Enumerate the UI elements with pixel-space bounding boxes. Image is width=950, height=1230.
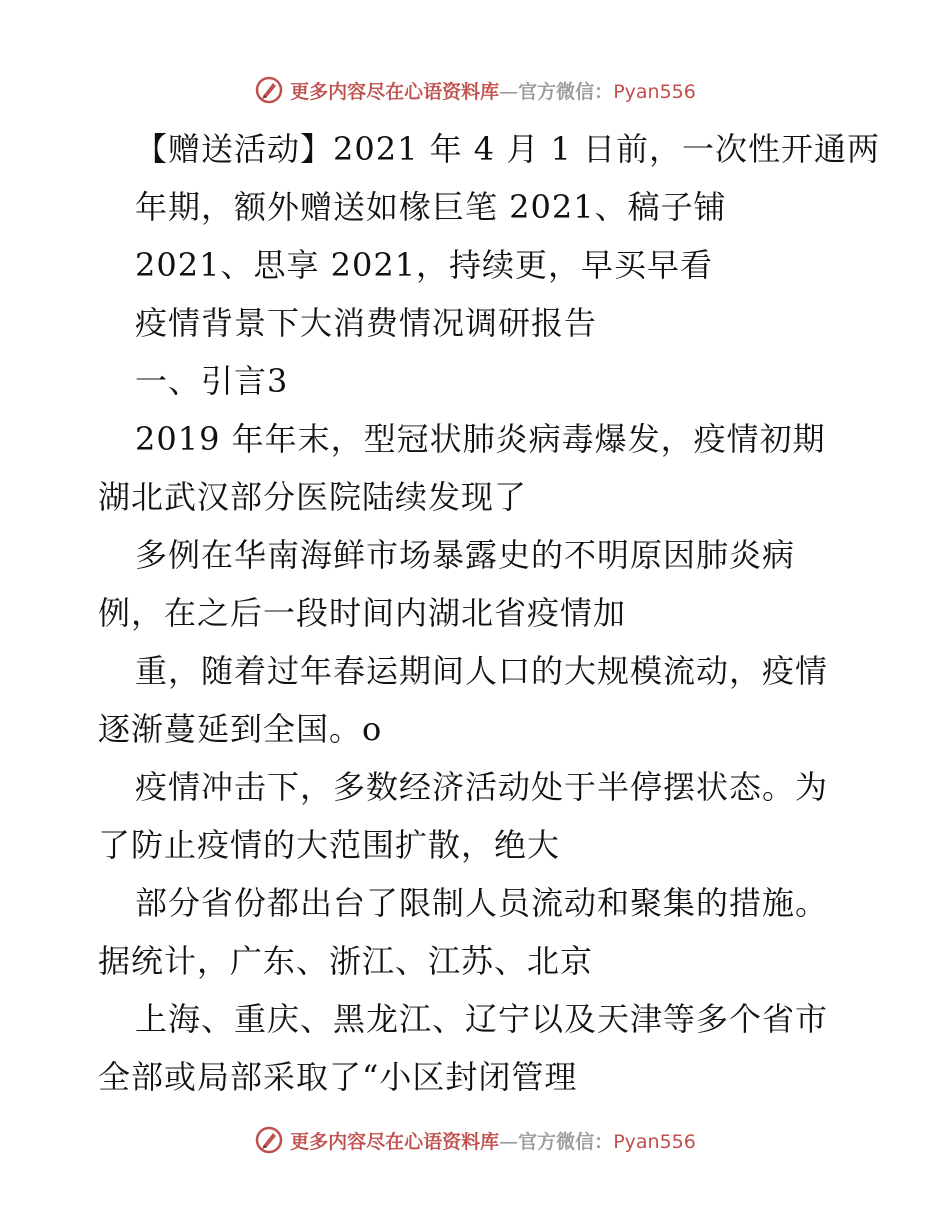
pen-logo-icon [254,75,284,105]
paragraph-line: 上海、重庆、黑龙江、辽宁以及天津等多个省市 [135,1000,829,1038]
paragraph-line: 多例在华南海鲜市场暴露史的不明原因肺炎病 [135,536,796,574]
document-body [98,120,881,1106]
paragraph-line: 年期，额外赠送如椽巨笔 2021、稿子铺 [135,188,727,226]
header-banner [0,70,950,110]
paragraph-line: 疫情冲击下，多数经济活动处于半停摆状态。为 [135,768,829,806]
paragraph-line: 例，在之后一段时间内湖北省疫情加 [98,594,627,632]
paragraph-line: 部分省份都出台了限制人员流动和聚集的措施。 [135,884,829,922]
banner-text: 更多内容尽在心语资料库—官方微信：Pyan556 [290,80,696,103]
footer-banner [0,1120,950,1160]
paragraph-line: 逐渐蔓延到全国。o [98,710,383,748]
paragraph-line: 2019 年年末，型冠状肺炎病毒爆发，疫情初期 [135,420,826,458]
banner-text: 更多内容尽在心语资料库—官方微信：Pyan556 [290,1130,696,1153]
paragraph-line: 湖北武汉部分医院陆续发现了 [98,478,528,516]
document-title: 疫情背景下大消费情况调研报告 [135,304,598,342]
paragraph-line: 【赠送活动】2021 年 4 月 1 日前，一次性开通两 [135,130,881,168]
section-heading: 一、引言3 [135,362,289,400]
paragraph-line: 2021、思享 2021，持续更，早买早看 [135,246,714,284]
paragraph-line: 全部或局部采取了“小区封闭管理 [98,1058,578,1096]
paragraph-line: 据统计，广东、浙江、江苏、北京 [98,942,594,980]
pen-logo-icon [254,1125,284,1155]
paragraph-line: 了防止疫情的大范围扩散，绝大 [98,826,561,864]
paragraph-line: 重，随着过年春运期间人口的大规模流动，疫情 [135,652,829,690]
